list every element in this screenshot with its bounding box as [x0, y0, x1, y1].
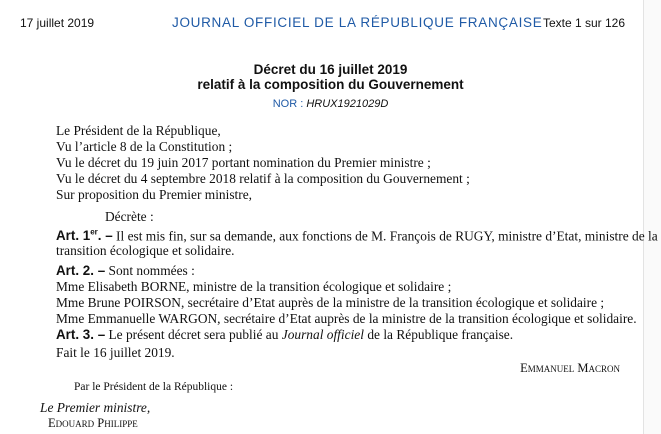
decree-subtitle: relatif à la composition du Gouvernement: [197, 77, 464, 92]
president-signature: Emmanuel Macron: [520, 361, 620, 375]
prime-minister-title: Le Premier ministre,: [40, 400, 151, 415]
decrete-heading: Décrète :: [105, 209, 154, 224]
preamble-line: Vu le décret du 4 septembre 2018 relatif à la composition du Gouvernement ;: [56, 171, 470, 186]
preamble-line: Vu l’article 8 de la Constitution ;: [56, 139, 233, 154]
nor-reference: [0, 98, 661, 110]
article-1-label: Art. 1er. –: [56, 228, 113, 244]
preamble-line: Le Président de la République,: [56, 123, 221, 138]
preamble-line: Sur proposition du Premier ministre,: [56, 187, 253, 202]
article-2-text: Sont nommées :: [108, 263, 195, 278]
article-1-continuation: transition écologique et solidaire.: [56, 243, 235, 258]
journal-title: JOURNAL OFFICIEL DE LA RÉPUBLIQUE FRANÇAISE: [172, 15, 543, 30]
nomination-item: Mme Elisabeth BORNE, ministre de la transition écologique et solidaire ;: [56, 279, 452, 294]
decree-title: Décret du 16 juillet 2019: [253, 62, 408, 77]
text-counter: Texte 1 sur 126: [542, 16, 625, 30]
nor-label: NOR :: [272, 98, 304, 110]
prime-minister-name: Edouard Philippe: [48, 416, 138, 430]
journal-officiel-italic: Journal officiel: [281, 327, 364, 342]
article-3-label: Art. 3. –: [56, 327, 106, 342]
par-le-president: Par le Président de la République :: [74, 381, 234, 393]
article-2: [56, 263, 195, 279]
fait-date: Fait le 16 juillet 2019.: [56, 345, 175, 360]
article-2-label: Art. 2. –: [56, 263, 106, 278]
publication-date: 17 juillet 2019: [20, 16, 95, 30]
article-1: [56, 228, 658, 244]
nor-value: HRUX1921029D: [306, 98, 389, 110]
nomination-item: Mme Brune POIRSON, secrétaire d’Etat auprès de la ministre de la transition écologique et solidaire ;: [56, 295, 605, 310]
article-1-text: Il est mis fin, sur sa demande, aux fonctions de M. François de RUGY, ministre d’Etat, ministre de la: [116, 228, 658, 244]
nomination-item: Mme Emmanuelle WARGON, secrétaire d’Etat auprès de la ministre de la transition écologique et solidaire.: [56, 311, 637, 326]
article-3: Art. 3. – Le présent décret sera publié au Journal officiel de la République française.: [56, 327, 514, 342]
preamble-line: Vu le décret du 19 juin 2017 portant nomination du Premier ministre ;: [56, 155, 431, 170]
